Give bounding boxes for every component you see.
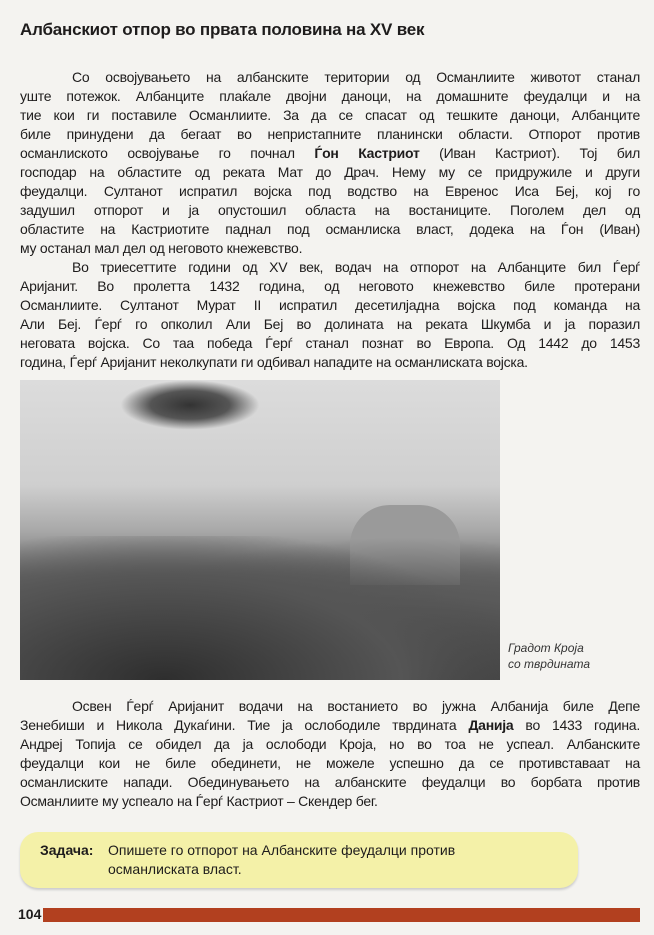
bold-term: Данија [468, 717, 514, 733]
text-line [20, 315, 640, 334]
text-line [20, 697, 640, 716]
text-segment: Андреј Топија се обидел да ја ослободи Кроја, но во тоа не успеал. Албанските [20, 736, 640, 752]
text-segment: господар на областите од реката Мат до Драч. Нему му се придружиле и други [20, 164, 640, 180]
paragraph-1 [20, 68, 640, 258]
text-line [20, 239, 640, 258]
text-line [20, 773, 640, 792]
paragraph-3 [20, 697, 640, 811]
text-line [20, 106, 640, 125]
task-text [108, 841, 488, 879]
text-line [20, 87, 640, 106]
caption-line-2: со тврдината [508, 657, 591, 671]
task-box [20, 832, 578, 888]
text-segment: османлиското освојување го почнал [20, 145, 315, 161]
text-segment: османлиските напади. Обединувањето на албанските феудалци во борбата против [20, 774, 640, 790]
photo-hillside [20, 536, 500, 680]
text-line [20, 68, 640, 87]
caption-line-1: Градот Кроја [508, 641, 584, 655]
photo-kroja-fortress [20, 380, 500, 680]
text-line [20, 163, 640, 182]
text-segment: феудалци. Султанот испратил војска под водство на Евренос Иса Беј, кој го [20, 183, 640, 199]
text-segment: Османлиите. Султанот Мурат II испратил десетилјадна војска под команда на [20, 297, 640, 313]
paragraph-2 [20, 258, 640, 372]
text-segment: уште потежок. Албанците плаќале двојни даноци, на домашните феудалци и на [20, 88, 640, 104]
text-line [20, 220, 640, 239]
footer-bar [43, 908, 640, 922]
text-line [20, 353, 640, 372]
photo-caption [508, 640, 590, 672]
text-segment: во 1433 година. [513, 717, 640, 733]
text-line [20, 716, 640, 735]
task-text-line-1: Опишете го отпорот на Албанските феудалци против [108, 842, 456, 858]
text-segment: (Иван Кастриот). Тој бил [419, 145, 640, 161]
text-segment: Зенебиши и Никола Дукаѓини. Тие ја ослободиле тврдината [20, 717, 469, 733]
text-segment: Аријанит. Во пролетта 1432 година, од неговото кнежевство биле протерани [20, 278, 640, 294]
text-line [20, 296, 640, 315]
text-segment: Османлиите му успеало на Ѓерѓ Кастриот – Скендер бег. [20, 793, 378, 809]
photo-tree-branches [120, 380, 260, 430]
text-line [20, 754, 640, 773]
text-line [20, 182, 640, 201]
text-segment: Во триесеттите години од XV век, водач на отпорот на Албанците бил Ѓерѓ [72, 259, 640, 275]
task-label: Задача: [40, 842, 94, 858]
task-text-line-2: османлиската власт. [108, 861, 242, 877]
text-segment: тие кои ги поставиле Османлиите. За да се спасат од тешките даноци, Албанците [20, 107, 640, 123]
text-segment: Освен Ѓерѓ Аријанит водачи на востанието во јужна Албанија биле Депе [72, 698, 640, 714]
text-segment: неговата војска. Со таа победа Ѓерѓ станал познат во Европа. Од 1442 до 1453 [20, 335, 640, 351]
text-segment: феудалци кои не биле обединети, не можеле успешно да се противставаат на [20, 755, 640, 771]
text-segment: година, Ѓерѓ Аријанит неколкупати ги одбивал нападите на османлиската војска. [20, 354, 528, 370]
text-segment: областите на Кастриотите паднал под османлиска власт, додека на Ѓон (Иван) [20, 221, 640, 237]
page-number: 104 [18, 906, 42, 922]
text-line [20, 258, 640, 277]
section-title: Албанскиот отпор во првата половина на XV век [20, 20, 425, 39]
text-line [20, 125, 640, 144]
text-segment: задушил отпорот и ја опустошил областа на востаниците. Поголем дел од [20, 202, 640, 218]
text-line [20, 792, 640, 811]
text-line [20, 144, 640, 163]
text-segment: му останал мал дел од неговото кнежевство. [20, 240, 303, 256]
text-segment: биле принудени да бегаат во непристапните планински области. Отпорот против [20, 126, 640, 142]
text-segment: Али Беј. Ѓерѓ го опколил Али Беј во долината на реката Шкумба и ја поразил [20, 316, 640, 332]
text-segment: Со освојувањето на албанските територии од Османлиите животот станал [72, 69, 640, 85]
text-line [20, 277, 640, 296]
text-line [20, 201, 640, 220]
text-line [20, 334, 640, 353]
bold-term: Ѓон Кастриот [314, 145, 420, 161]
text-line [20, 735, 640, 754]
